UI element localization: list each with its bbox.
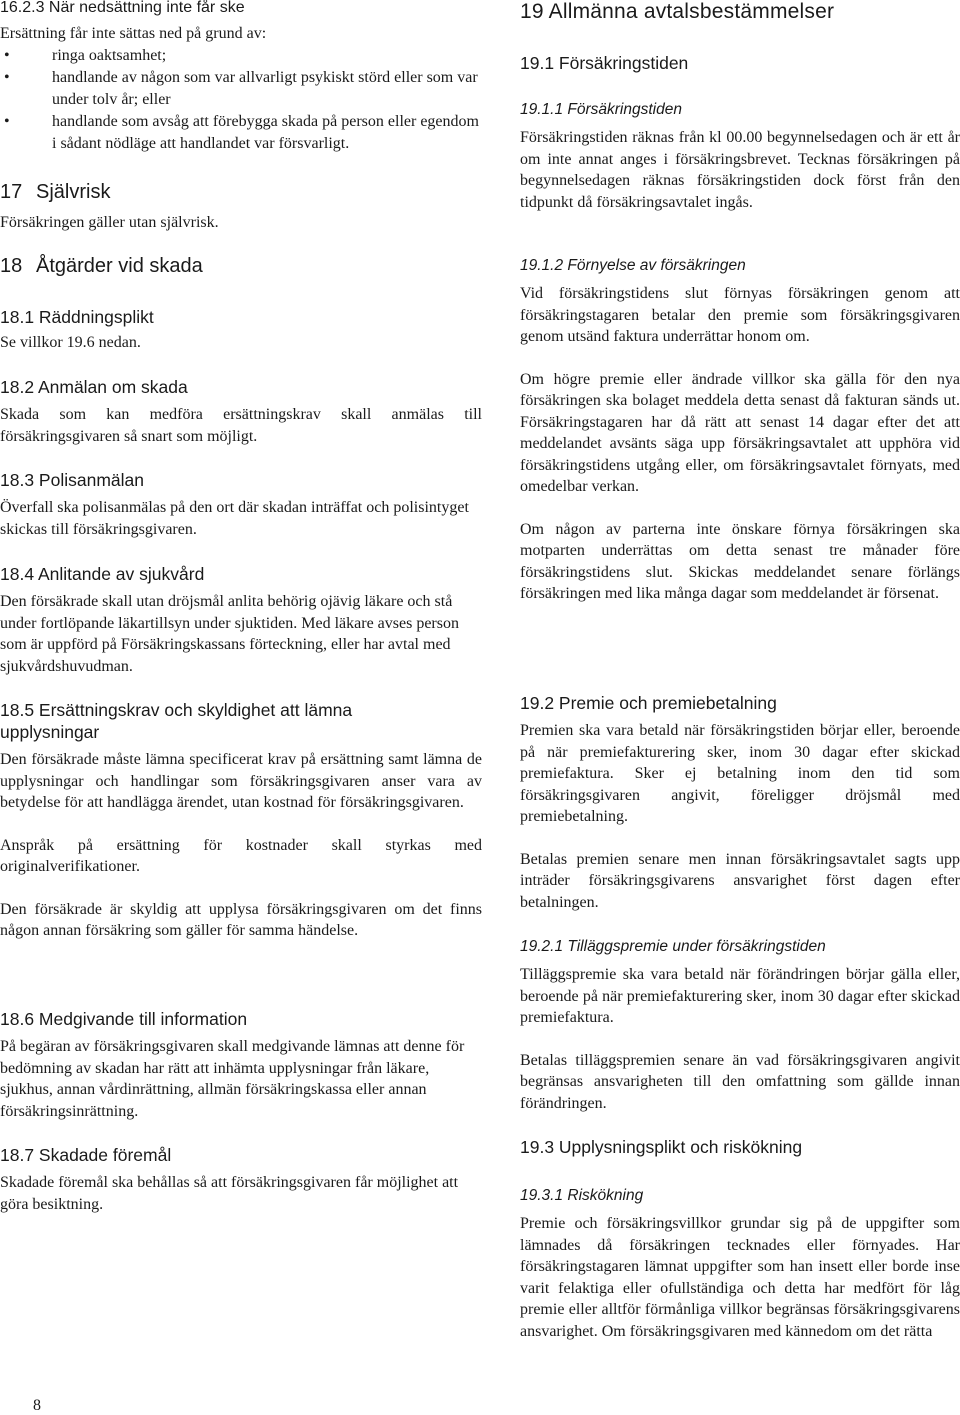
section-18-6: [0, 1008, 482, 1122]
section-18-1: [0, 306, 482, 354]
section-18-1-text: Se villkor 19.6 nedan.: [0, 334, 141, 351]
section-16-2-3-list: [0, 45, 482, 155]
section-19: [520, 0, 960, 24]
list-item: • handlande av någon som var allvarligt psykiskt störd eller som var under tolv år; eller: [0, 67, 482, 111]
section-19-2-1-paragraph: Betalas tilläggspremien senare än vad försäkringsgivaren angivit begränsas ansvarigheten till den omfattning som gällde innan förändringen.: [520, 1051, 960, 1112]
section-18-3: [0, 469, 482, 540]
section-19-2-1: [520, 937, 960, 1114]
section-19-1: [520, 52, 960, 74]
section-18-2-heading: 18.2 Anmälan om skada: [0, 377, 188, 397]
section-19-3-1-text: Premie och försäkringsvillkor grundar sig på de uppgifter som lämnades då försäkringen tecknades eller förnyades. Har försäkringstagaren lämnat uppgifter som han insett eller borde inse varit felaktiga eller ofullständiga och detta har medfört för låg premie eller alltför förmånliga villkor begränsas försäkringsgivarens ansvarighet. Om försäkringsgivaren med kännedom om det rätta: [520, 1215, 960, 1340]
section-18-6-heading: 18.6 Medgivande till information: [0, 1009, 248, 1029]
section-17-text: Försäkringen gäller utan självrisk.: [0, 214, 219, 231]
section-19-2-paragraph: Premien ska vara betald när försäkringstiden börjar eller, beroende på när premiefakturering sker, inom 30 dagar efter skickad premiefaktura. Sker ej betalning inom den tid som försäkringsgivaren angivit, föreligger dröjsmål med premiebetalning.: [520, 722, 960, 825]
section-19-2-1-paragraph: Tilläggspremie ska vara betald när förändringen börjar gälla eller, beroende på när premiefakturering sker, inom 30 dagar efter skickad premiefaktura.: [520, 966, 960, 1026]
section-19-2: [520, 692, 960, 913]
section-19-1-1-text: Försäkringstiden räknas från kl 00.00 begynnelsedagen och är ett år om inte annat anges i försäkringsbrevet. Tecknas försäkringen på begynnelsedagen räknas försäkringstiden dock först från den tidpunkt då försäkringsavtalet ingås.: [520, 129, 960, 211]
list-item: • handlande som avsåg att förebygga skada på person eller egendom i sådant nödläge att handlandet var försvarligt.: [0, 111, 482, 155]
section-16-2-3-intro: Ersättning får inte sättas ned på grund av:: [0, 25, 267, 42]
section-18-2: [0, 376, 482, 447]
section-19-3-1-heading: 19.3.1 Riskökning: [520, 1187, 644, 1204]
section-19-2-1-heading: 19.2.1 Tilläggspremie under försäkringstiden: [520, 938, 826, 955]
section-18-4: [0, 563, 482, 677]
section-17-heading: 17 Självrisk: [0, 181, 111, 203]
page-number: 8: [33, 1397, 41, 1414]
section-18-2-text: Skada som kan medföra ersättningskrav skall anmälas till försäkringsgivaren så snart som möjligt.: [0, 406, 482, 445]
section-19-3: [520, 1136, 960, 1158]
section-18-7: [0, 1144, 482, 1215]
section-17: [0, 180, 482, 234]
section-18-3-text: Överfall ska polisanmälas på den ort där skadan inträffat och polisintyget skickas till försäkringsgivaren.: [0, 499, 469, 538]
section-19-1-1: [520, 100, 960, 213]
section-19-2-paragraph: Betalas premien senare men innan försäkringsavtalet sagts upp inträder försäkringsgivarens ansvarighet först dagen efter betalningen.: [520, 850, 960, 911]
section-18-7-text: Skadade föremål ska behållas så att försäkringsgivaren får möjlighet att göra besiktning.: [0, 1174, 459, 1213]
section-19-1-2-paragraph: Om någon av parterna inte önskare förnya försäkringen ska motparten underrättas om detta senast tre månader före försäkringstidens slut. Skickas meddelandet senare förlängs försäkringen med lika många dagar som meddelandet är försenat.: [520, 520, 960, 602]
section-18-5-paragraph: Anspråk på ersättning för kostnader skall styrkas med originalverifikationer.: [0, 836, 482, 875]
section-18-3-heading: 18.3 Polisanmälan: [0, 470, 144, 490]
section-19-3-1: [520, 1186, 960, 1342]
section-19-2-heading: 19.2 Premie och premiebetalning: [520, 693, 777, 713]
list-item: • ringa oaktsamhet;: [0, 45, 482, 67]
section-18: [0, 254, 482, 278]
section-18-6-text: På begäran av försäkringsgivaren skall medgivande lämnas att denne för bedömning av skadan har rätt att inhämta upplysningar från läkare, sjukhus, annan vårdinrättning, allmän försäkringskassa eller annan försäkringsinrättning.: [0, 1038, 465, 1120]
section-18-5-paragraph: Den försäkrade måste lämna specificerat krav på ersättning samt lämna de upplysningar och handlingar som försäkringsgivaren anser vara av betydelse för att handlägga ärendet, utan kostnad för försäkringsgivaren.: [0, 751, 482, 811]
section-19-1-2-heading: 19.1.2 Förnyelse av försäkringen: [520, 257, 746, 274]
section-18-4-heading: 18.4 Anlitande av sjukvård: [0, 564, 205, 584]
section-19-1-1-heading: 19.1.1 Försäkringstiden: [520, 101, 682, 118]
section-16-2-3: [0, 0, 482, 155]
section-19-1-2-paragraph: Vid försäkringstidens slut förnyas försäkringen genom att försäkringstagaren betalar den premie som försäkringsgivaren genom utsänd faktura underrättar honom om.: [520, 285, 960, 345]
section-18-heading: 18 Åtgärder vid skada: [0, 255, 203, 277]
section-18-1-heading: 18.1 Räddningsplikt: [0, 307, 154, 327]
section-19-heading: 19 Allmänna avtalsbestämmelser: [520, 0, 835, 23]
section-18-7-heading: 18.7 Skadade föremål: [0, 1145, 172, 1165]
section-19-3-heading: 19.3 Upplysningsplikt och riskökning: [520, 1137, 803, 1157]
section-18-4-text: Den försäkrade skall utan dröjsmål anlita behörig ojävig läkare och stå under fortlöpande läkartillsyn under sjuktiden. Med läkare avses person som är uppförd på Försäkringskassans förteckning, eller har avtal med sjukvårdshuvudman.: [0, 593, 459, 675]
section-18-5-paragraph: Den försäkrade är skyldig att upplysa försäkringsgivaren om det finns någon annan försäkring som gäller för samma händelse.: [0, 900, 482, 939]
section-19-1-2-paragraph: Om högre premie eller ändrade villkor ska gälla för den nya försäkringen ska bolaget meddela detta senast då fakturan sänds ut. Försäkringstagaren har då rätt att senast 14 dagar efter det att meddelandet avsänts säga upp försäkringsavtalet att upphöra vid försäkringstidens utgång eller, om försäkringsavtalet förnyats, med omedelbar verkan.: [520, 370, 960, 495]
section-16-2-3-heading: 16.2.3 När nedsättning inte får ske: [0, 0, 245, 16]
section-18-5-heading: 18.5 Ersättningskrav och skyldighet att lämna upplysningar: [0, 700, 353, 742]
section-19-1-heading: 19.1 Försäkringstiden: [520, 53, 689, 73]
section-19-1-2: [520, 256, 960, 605]
section-18-5: [0, 699, 482, 942]
